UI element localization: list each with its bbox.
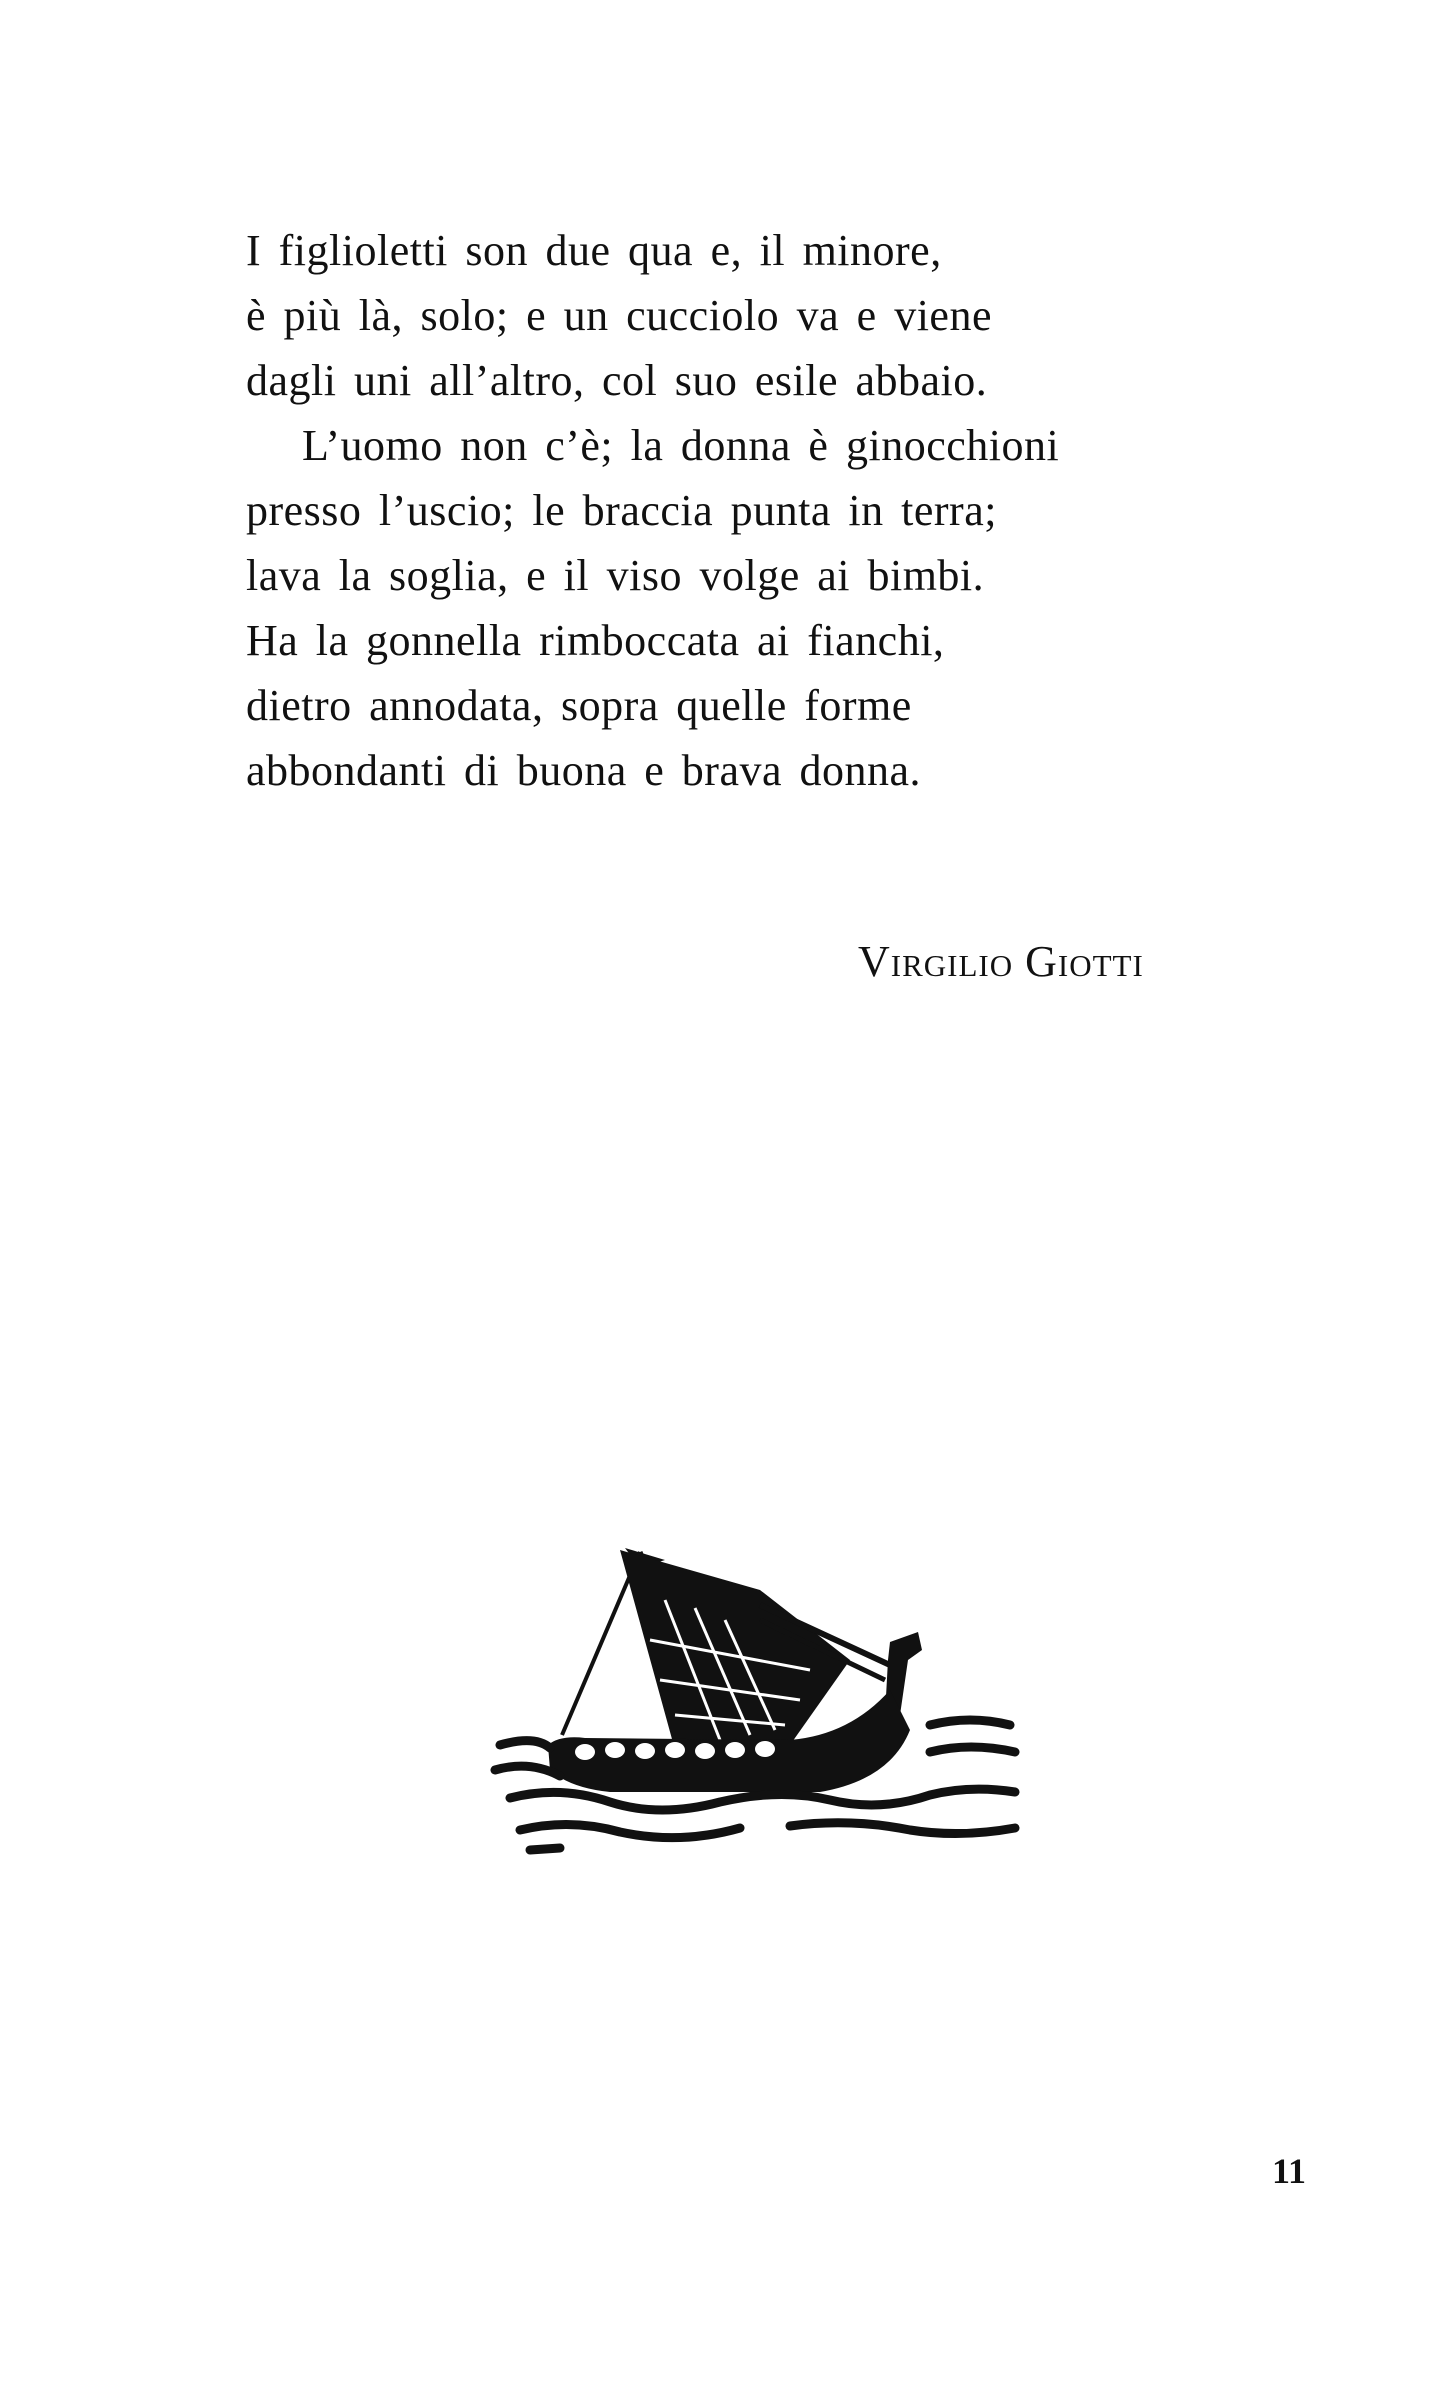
poem-line: dietro annodata, sopra quelle forme — [246, 681, 912, 730]
poem-line: è più là, solo; e un cucciolo va e viene — [246, 291, 992, 340]
page-number: 11 — [1272, 2151, 1307, 2191]
poem-line: lava la soglia, e il viso volge ai bimbi. — [246, 551, 985, 600]
poem-line: dagli uni all’altro, col suo esile abbaio. — [246, 356, 988, 405]
poem-line: L’uomo non c’è; la donna è ginocchioni — [302, 421, 1060, 470]
poem-line: I figlioletti son due qua e, il minore, — [246, 226, 942, 275]
poem-line: abbondanti di buona e brava donna. — [246, 746, 922, 795]
author-signature: Virgilio Giotti — [858, 937, 1144, 986]
poem-line: Ha la gonnella rimboccata ai fianchi, — [246, 616, 945, 665]
poem-line: presso l’uscio; le braccia punta in terra; — [246, 486, 997, 535]
sailing-boat-woodcut-icon — [490, 1530, 1050, 1870]
poem-stanza — [246, 218, 1246, 803]
